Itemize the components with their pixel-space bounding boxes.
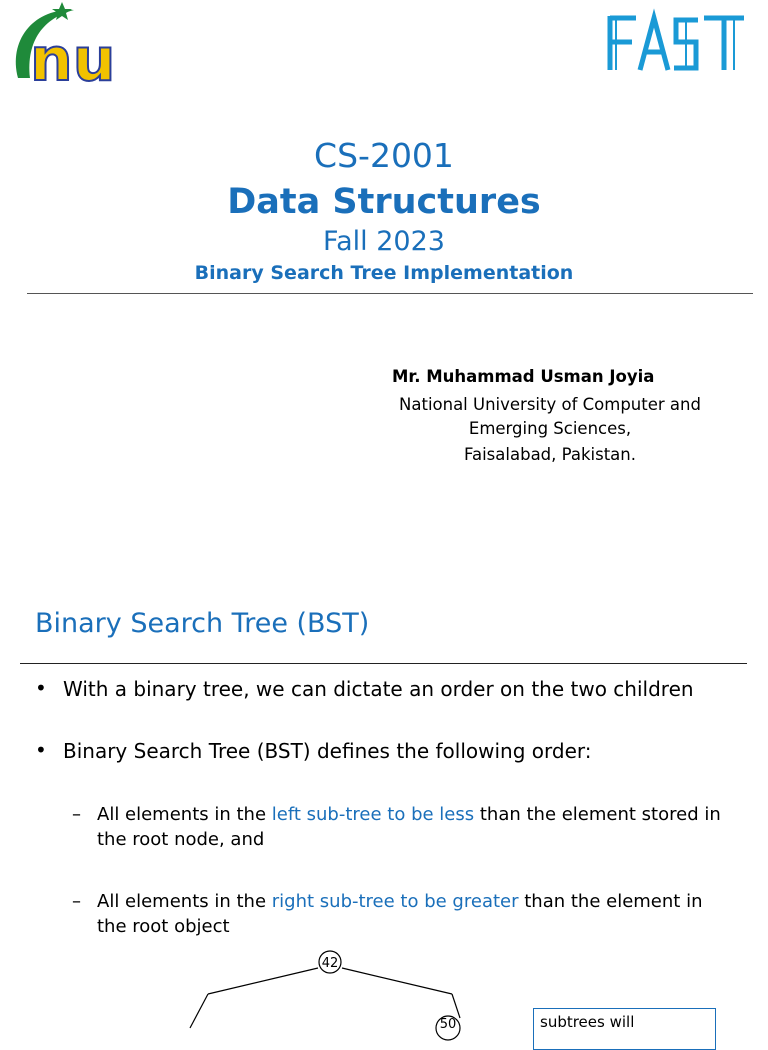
tree-edge xyxy=(342,968,452,994)
divider xyxy=(27,293,753,294)
fast-logo xyxy=(606,12,748,74)
svg-text:nu: nu xyxy=(30,25,116,95)
nu-logo xyxy=(4,0,116,95)
bullet-text: With a binary tree, we can dictate an order on the two children xyxy=(63,677,694,701)
sub-bullet-text: All elements in the right sub-tree to be greater than the element in the root object xyxy=(97,891,703,937)
bullet-dot-icon: • xyxy=(35,676,47,700)
callout-text: subtrees will xyxy=(540,1013,635,1031)
slide-title: Binary Search Tree (BST) xyxy=(35,608,370,639)
affiliation-line: Faisalabad, Pakistan. xyxy=(464,445,636,464)
tree-edge xyxy=(452,994,460,1018)
sub-bullet-text: All elements in the left sub-tree to be less than the element stored in the root node, and xyxy=(97,804,721,850)
highlight-text: left sub-tree to be less xyxy=(271,804,475,825)
author-name: Mr. Muhammad Usman Joyia xyxy=(392,367,655,386)
dash-icon: – xyxy=(72,804,81,825)
dash-icon: – xyxy=(72,891,81,912)
course-title: Data Structures xyxy=(227,182,541,222)
tree-node-label: 42 xyxy=(321,956,339,971)
callout-box xyxy=(533,1008,716,1050)
highlight-text: right sub-tree to be greater xyxy=(271,891,519,912)
tree-node-label: 50 xyxy=(439,1017,457,1032)
bullet-dot-icon: • xyxy=(35,738,47,762)
term: Fall 2023 xyxy=(323,226,445,257)
tree-edge xyxy=(190,994,208,1028)
bst-diagram xyxy=(160,948,500,1032)
course-code: CS-2001 xyxy=(314,136,454,175)
tree-edge xyxy=(208,968,318,994)
affiliation-line: National University of Computer and xyxy=(399,395,701,414)
divider xyxy=(20,663,747,664)
lecture-topic: Binary Search Tree Implementation xyxy=(194,262,574,284)
affiliation-line: Emerging Sciences, xyxy=(468,419,632,438)
bullet-text: Binary Search Tree (BST) defines the following order: xyxy=(63,739,592,763)
